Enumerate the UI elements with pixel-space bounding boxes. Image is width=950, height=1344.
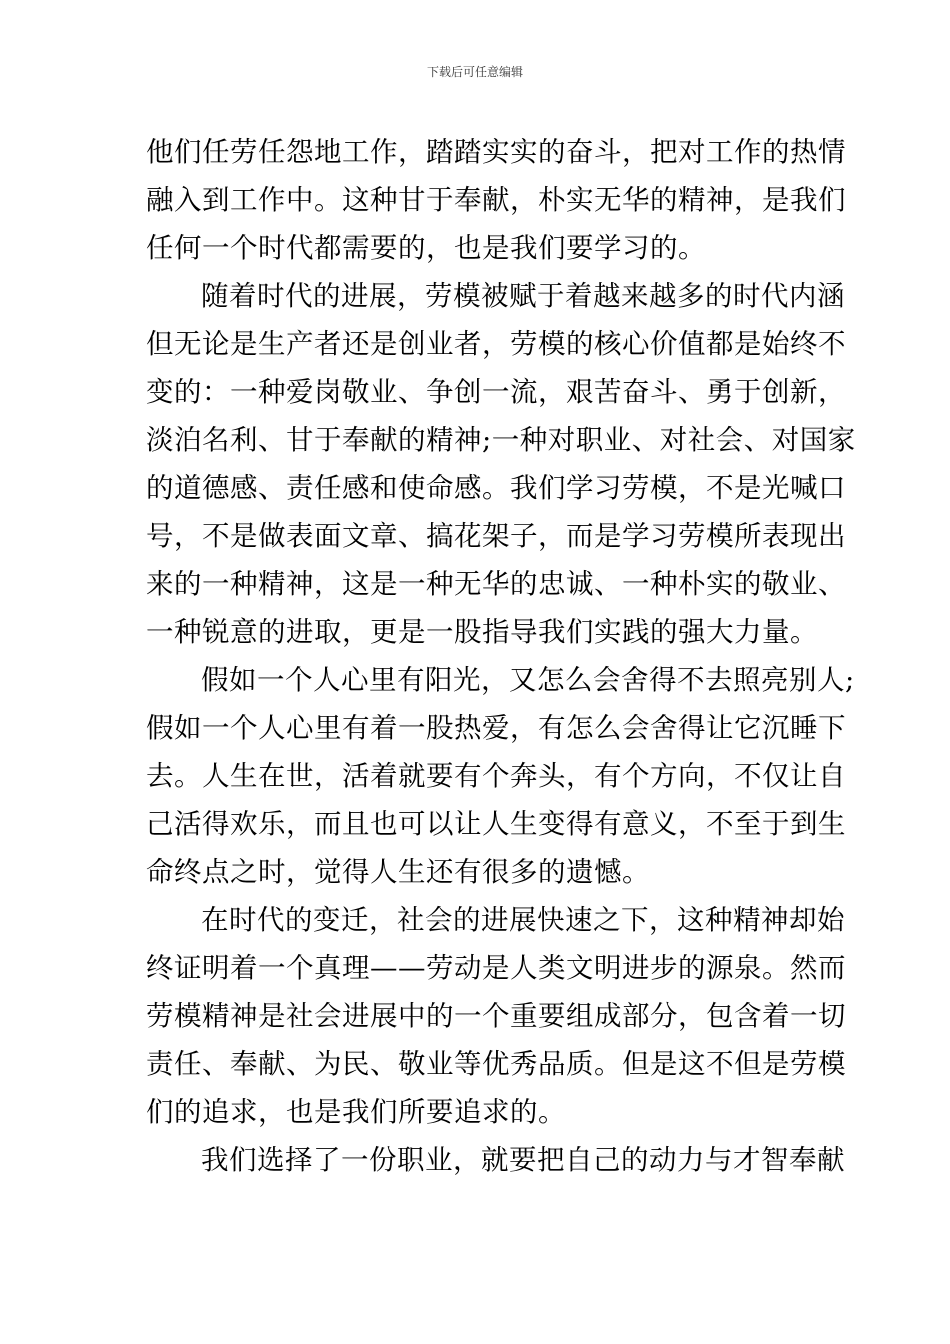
text-line: 去。人生在世，活着就要有个奔头，有个方向，不仅让自 — [146, 760, 846, 792]
text-line: 假如一个人心里有阳光，又怎么会舍得不去照亮别人; — [201, 664, 855, 696]
text-line: 己活得欢乐，而且也可以让人生变得有意义，不至于到生 — [146, 808, 846, 840]
text-line: 号，不是做表面文章、搞花架子，而是学习劳模所表现出 — [146, 520, 846, 552]
text-line: 假如一个人心里有着一股热爱，有怎么会舍得让它沉睡下 — [146, 712, 846, 744]
text-line: 变的：一种爱岗敬业、争创一流，艰苦奋斗、勇于创新， — [146, 376, 846, 408]
text-line: 淡泊名利、甘于奉献的精神;一种对职业、对社会、对国家 — [146, 424, 856, 456]
text-line: 一种锐意的进取，更是一股指导我们实践的强大力量。 — [146, 616, 818, 648]
document-body — [146, 128, 856, 1184]
text-line: 任何一个时代都需要的，也是我们要学习的。 — [146, 232, 706, 264]
text-line: 的道德感、责任感和使命感。我们学习劳模，不是光喊口 — [146, 472, 846, 504]
text-line: 劳模精神是社会进展中的一个重要组成部分，包含着一切 — [146, 1000, 846, 1032]
text-line: 们的追求，也是我们所要追求的。 — [146, 1096, 566, 1128]
text-line: 我们选择了一份职业，就要把自己的动力与才智奉献 — [201, 1144, 845, 1176]
text-line: 随着时代的进展，劳模被赋于着越来越多的时代内涵 — [201, 280, 845, 312]
text-line: 他们任劳任怨地工作，踏踏实实的奋斗，把对工作的热情 — [146, 136, 846, 168]
text-line: 在时代的变迁，社会的进展快速之下，这种精神却始 — [201, 904, 845, 936]
text-line: 融入到工作中。这种甘于奉献，朴实无华的精神，是我们 — [146, 184, 846, 216]
text-line: 命终点之时，觉得人生还有很多的遗憾。 — [146, 856, 650, 888]
text-line: 终证明着一个真理——劳动是人类文明进步的源泉。然而 — [146, 952, 846, 984]
text-line: 但无论是生产者还是创业者，劳模的核心价值都是始终不 — [146, 328, 846, 360]
text-line: 来的一种精神，这是一种无华的忠诚、一种朴实的敬业、 — [146, 568, 846, 600]
text-line: 责任、奉献、为民、敬业等优秀品质。但是这不但是劳模 — [146, 1048, 846, 1080]
page-header: 下载后可任意编辑 — [426, 65, 523, 79]
